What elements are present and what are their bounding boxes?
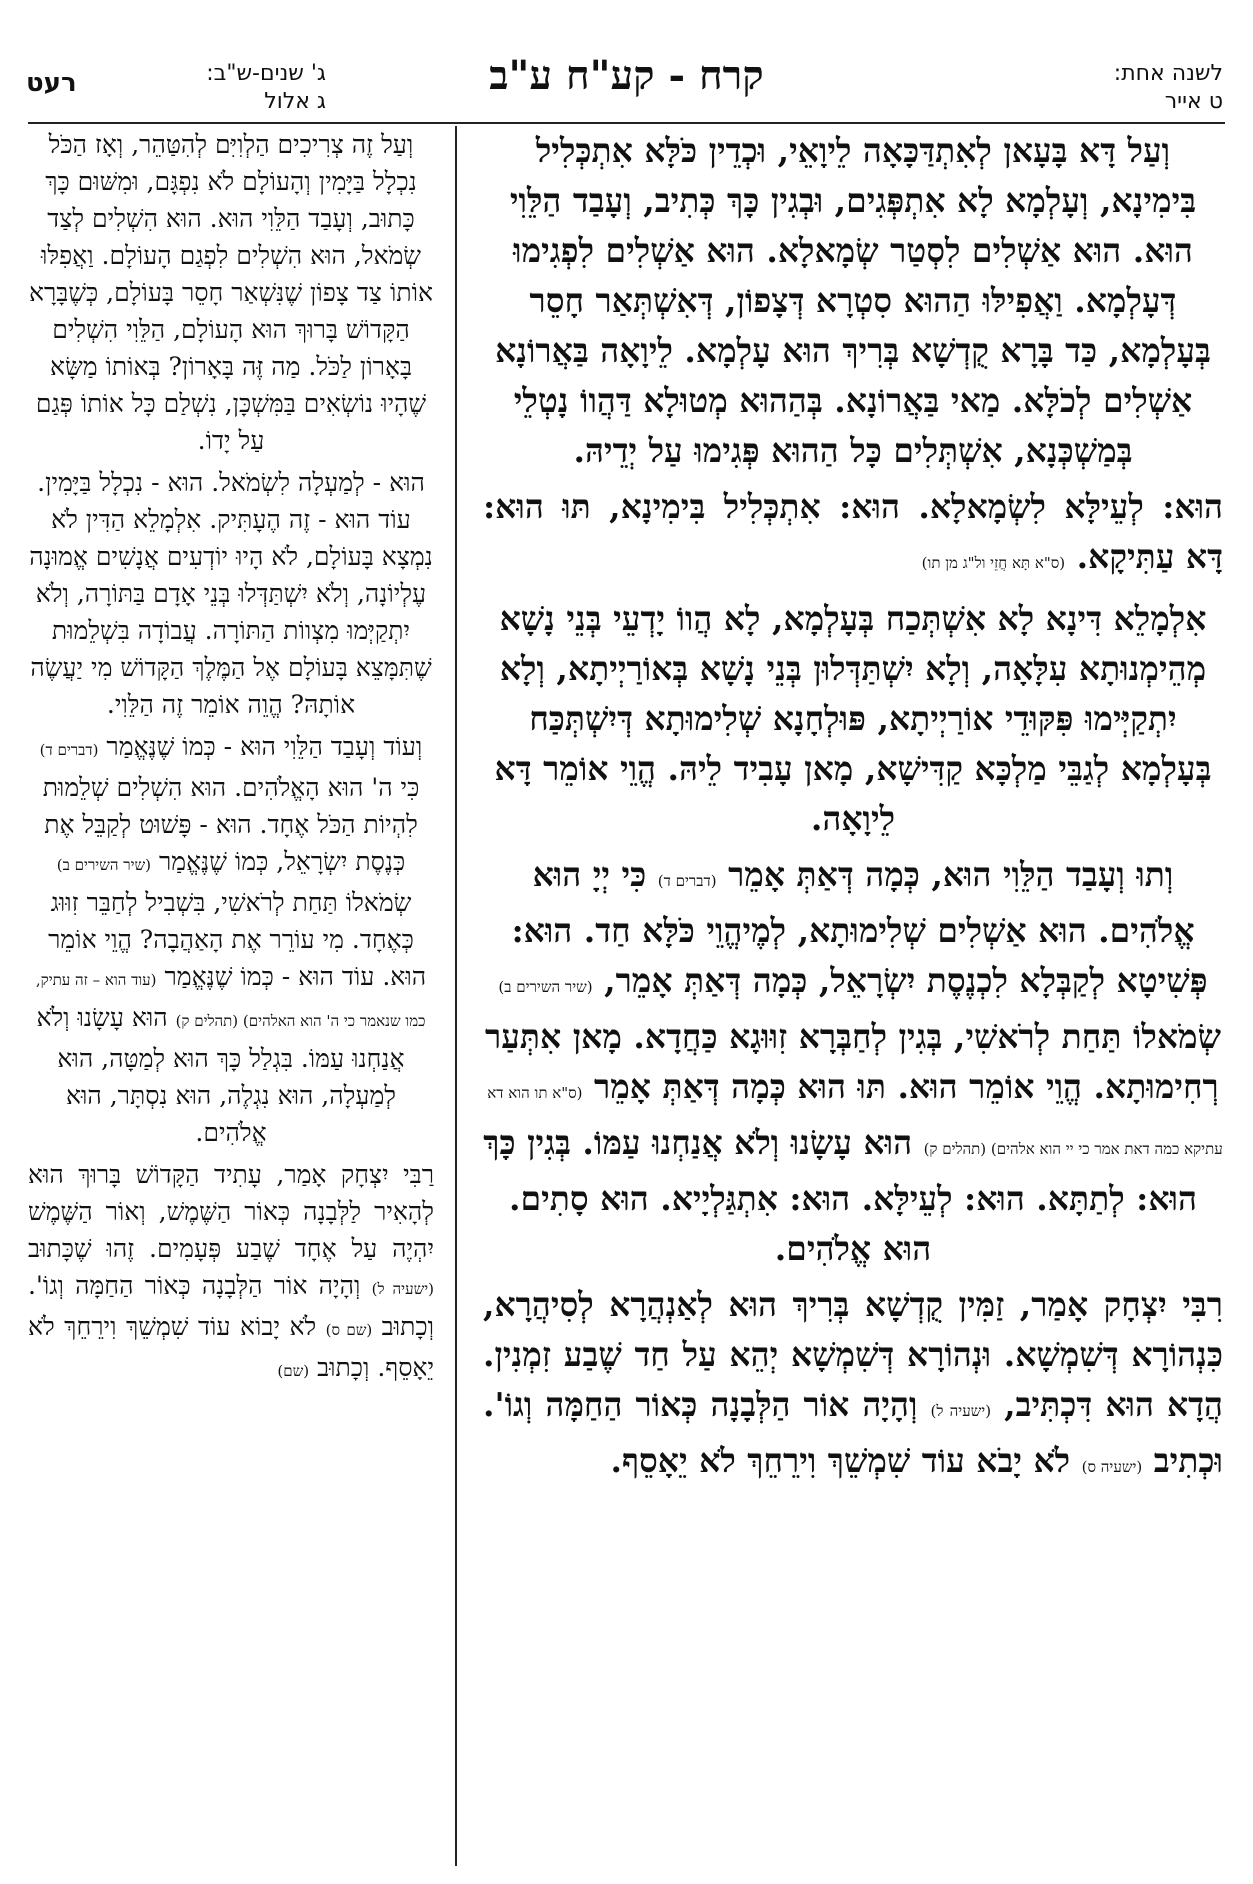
page-title: קרח - קע"ח ע"ב	[489, 52, 764, 99]
header-date: ט אייר	[1164, 89, 1223, 114]
citation: (דברים ד)	[39, 741, 99, 759]
page-header	[0, 0, 1253, 114]
main-paragraph: אִלְמָלֵא דִּינָא לָא אִשְׁתְּכַח בְּעָלְמָא, לָא הֲווֹ יָדְעֵי בְּנֵי נָשָׁא מְהֵימְנוּתָא עִלָּאָה, וְלָא יִשְׁתַּדְּלוּן בְּנֵי נָשָׁא בְּאוֹרַיְיתָא, וְלָא יִתְקַיְּימוּ פִּקּוּדֵי אוֹרַיְיתָא, פּוּלְחָנָא שְׁלִימוּתָא דְּיִשְׁתְּכַּח בְּעָלְמָא לְגַבֵּי מַלְכָּא קַדִּישָׁא, מָאן עָבִיד לֵיהּ. הֱוֵי אוֹמֵר דָּא לֵיוָאָה.	[494, 599, 1212, 838]
header-cycle-label: ג' שנים-ש"ב:	[206, 61, 326, 86]
citation: (שיר השירים ב)	[498, 978, 593, 996]
main-column-aramaic	[483, 126, 1223, 1868]
side-paragraph: וְעוֹד וְעָבַד הַלֵּוִי הוּא - כְּמוֹ שֶׁנֶּאֱמַר (דברים ד) כִּי ה' הוּא הָאֱלֹהִים. הוּא הִשְׁלִים שְׁלֵמוּת לִהְיוֹת הַכֹּל אֶחָד. הוּא - פָּשׁוּט לְקַבֵּל אֶת כְּנֶסֶת יִשְׂרָאֵל, כְּמוֹ שֶׁנֶּאֱמַר (שיר השירים ב) שְׂמֹאלוֹ תַּחַת לְרֹאשִׁי, בִּשְׁבִיל לְחַבֵּר זִוּוּג כְּאֶחָד. מִי עוֹרֵר אֶת הָאַהֲבָה? הֱוֵי אוֹמֵר הוּא. עוֹד הוּא - כְּמוֹ שֶׁנֶּאֱמַר (עוד הוא – זה עתיק, כמו שנאמר כי ה' הוא האלהים) (תהלים ק) הוּא עָשָׂנוּ וְלֹא אֲנַחְנוּ עַמּוֹ. בִּגְלַל כָּךְ הוּא לְמַטָּה, הוּא לְמַעְלָה, הוּא נִגְלֶה, הוּא נִסְתָּר, הוּא אֱלֹהִים.	[35, 732, 427, 1147]
side-paragraph: רַבִּי יִצְחָק אָמַר, עָתִיד הַקָּדוֹשׁ בָּרוּךְ הוּא לְהָאִיר לַלְּבָנָה כְּאוֹר הַשֶּׁמֶשׁ, וְאוֹר הַשֶּׁמֶשׁ יִהְיֶה עַל אֶחָד שֶׁבַע פְּעָמִים. זֶהוּ שֶׁכָּתוּב (ישעיה ל) וְהָיָה אוֹר הַלְּבָנָה כְּאוֹר הַחַמָּה וְגוֹ'. וְכָתוּב (שם ס) לֹא יָבוֹא עוֹד שִׁמְשֵׁךְ וִירֵחֵךְ לֹא יֵאָסֵף. וְכָתוּב (שם)	[28, 1160, 434, 1382]
page-number: רעט	[26, 68, 77, 98]
citation: (ס"א תו הוא דא עתיקא כמה דאת אמר כי יי הוא אלהים) (תהלים ק)	[487, 1084, 1223, 1158]
header-cycle-date: ג אלול	[264, 89, 326, 114]
citation: (שם ס)	[325, 1321, 373, 1339]
header-left-info	[26, 60, 326, 120]
citation: (שיר השירים ב)	[56, 856, 152, 874]
citation: (ישעיה ל)	[371, 1280, 434, 1298]
main-paragraph: וְעַל דָּא בָּעָאן לְאִתְדַּכָּאָה לֵיוָאֵי, וּכְדֵין כֹּלָּא אִתְכְּלִיל בִּימִינָא, וְעָלְמָא לָא אִתְפְּגִים, וּבְגִין כָּךְ כְּתִיב, וְעָבַד הַלֵּוִי הוּא. הוּא אַשְׁלִים לִסְטַר שְׂמָאלָא. הוּא אַשְׁלִים לִפְגִימוּ דְּעָלְמָא. וַאֲפִילּוּ הַהוּא סִטְרָא דְּצָפוֹן, דְּאִשְׁתְּאַר חָסֵר בְּעָלְמָא, כַּד בָּרָא קֻדְשָׁא בְּרִיךְ הוּא עָלְמָא. לֵיוָאָה בַּאֲרוֹנָא אַשְׁלִים לְכֹלָּא. מַאי בַּאֲרוֹנָא. בְּהַהוּא מְטוּלָא דַּהֲווֹ נָטְלֵי בְּמַשְׁכְּנָא, אִשְׁתְּלִים כָּל הַהוּא פְּגִימוּ עַל יְדֵיהּ.	[495, 131, 1211, 470]
citation: (עוד הוא – זה עתיק, כמו שנאמר כי ה' הוא האלהים) (תהלים ק)	[35, 971, 426, 1030]
column-divider	[455, 126, 457, 1866]
side-paragraph: וְעַל זֶה צְרִיכִים הַלְוִיִּם לְהִטַּהֵר, וְאָז הַכֹּל נִכְלָל בַּיָּמִין וְהָעוֹלָם לֹא נִפְגָּם, וּמִשּׁוּם כָּךְ כָּתוּב, וְעָבַד הַלֵּוִי הוּא. הוּא הִשְׁלִים לְצַד שְׂמֹאל, הוּא הִשְׁלִים לִפְגַם הָעוֹלָם. וַאֲפִלּוּ אוֹתוֹ צַד צָפוֹן שֶׁנִּשְׁאַר חָסֵר בָּעוֹלָם, כְּשֶׁבָּרָא הַקָּדוֹשׁ בָּרוּךְ הוּא הָעוֹלָם, הַלֵּוִי הִשְׁלִים בָּאָרוֹן לַכֹּל. מַה זֶּה בָּאָרוֹן? בְּאוֹתוֹ מַשָּׂא שֶׁהָיוּ נוֹשְׂאִים בַּמִּשְׁכָּן, נִשְׁלַם כָּל אוֹתוֹ פְּגַם עַל יָדוֹ.	[28, 130, 433, 455]
main-paragraph: הוּא: לְעֵילָּא לִשְׂמָאלָא. הוּא: אִתְכְּלִיל בִּימִינָא, תּוּ הוּא: דָּא עַתִּיקָא. (ס"א תָּא חֲזֵי ול"ג מן תו)	[483, 487, 1223, 576]
citation: (ישעיה ס)	[1081, 1458, 1143, 1476]
main-paragraph: רִבִּי יִצְחָק אָמַר, זַמִּין קֻדְשָׁא בְּרִיךְ הוּא לְאַנְהֲרָא לְסִיהֲרָא, כִּנְהוֹרָא דְּשִׁמְשָׁא. וּנְהוֹרָא דְּשִׁמְשָׁא יְהֵא עַל חַד שֶׁבַע זִמְנִין. הֲדָא הוּא דִּכְתִּיב, (ישעיה ל) וְהָיָה אוֹר הַלְּבָנָה כְּאוֹר הַחַמָּה וְגוֹ'. וּכְתִיב (ישעיה ס) לֹא יָבֹא עוֹד שִׁמְשֵׁךְ וִירֵחֵךְ לֹא יֵאָסֵף.	[483, 1285, 1223, 1480]
main-paragraph: וְתוּ וְעָבַד הַלֵּוִי הוּא, כְּמָה דְּאַתְּ אָמֵר (דברים ד) כִּי יְיָ הוּא אֱלֹהִים. הוּא אַשְׁלִים שְׁלִימוּתָא, לְמֶיהֱוֵי כֹּלָּא חַד. הוּא: פְּשִׁיטָא לְקַבְּלָא לִכְנֶסֶת יִשְׂרָאֵל, כְּמָה דְּאַתְּ אָמֵר, (שיר השירים ב) שְׂמֹאלוֹ תַּחַת לְרֹאשִׁי, בְּגִין לְחַבְּרָא זִוּוּגָא כַּחֲדָא. מָאן אִתְּעַר רְחִימוּתָא. הֱוֵי אוֹמֵר הוּא. תּוּ הוּא כְּמָה דְּאַתְּ אָמֵר (ס"א תו הוא דא עתיקא כמה דאת אמר כי יי הוא אלהים) (תהלים ק) הוּא עָשָׂנוּ וְלֹא אֲנַחְנוּ עַמּוֹ. בְּגִין כָּךְ הוּא: לְתַתָּא. הוּא: לְעֵילָּא. הוּא: אִתְגַּלְיָיא. הוּא סָתִים. הוּא אֱלֹהִים.	[483, 855, 1223, 1268]
header-year-label: לשנה אחת:	[1113, 61, 1223, 86]
side-column-hebrew	[28, 126, 434, 1868]
citation: (שם)	[277, 1362, 310, 1380]
citation: (ישעיה ל)	[930, 1402, 992, 1420]
citation: (ס"א תָּא חֲזֵי ול"ג מן תו)	[921, 554, 1066, 572]
header-divider	[28, 122, 1225, 124]
side-paragraph: הוּא - לְמַעְלָה לִשְׂמֹאל. הוּא - נִכְלָל בַּיָּמִין. עוֹד הוּא - זֶה הֶעָתִּיק. אִלְמָלֵא הַדִּין לֹא נִמְצָא בָּעוֹלָם, לֹא הָיוּ יוֹדְעִים אֲנָשִׁים אֱמוּנָה עֶלְיוֹנָה, וְלֹא יִשְׁתַּדְּלוּ בְּנֵי אָדָם בַּתּוֹרָה, וְלֹא יִתְקַיְּמוּ מִצְווֹת הַתּוֹרָה. עֲבוֹדָה בִּשְׁלֵמוּת שֶׁתִּמָּצֵא בָּעוֹלָם אֶל הַמֶּלֶךְ הַקָּדוֹשׁ מִי יַעֲשֶׂה אוֹתָהּ? הֱוֵה אוֹמֵר זֶה הַלֵּוִי.	[29, 468, 433, 719]
citation: (דברים ד)	[657, 872, 717, 890]
